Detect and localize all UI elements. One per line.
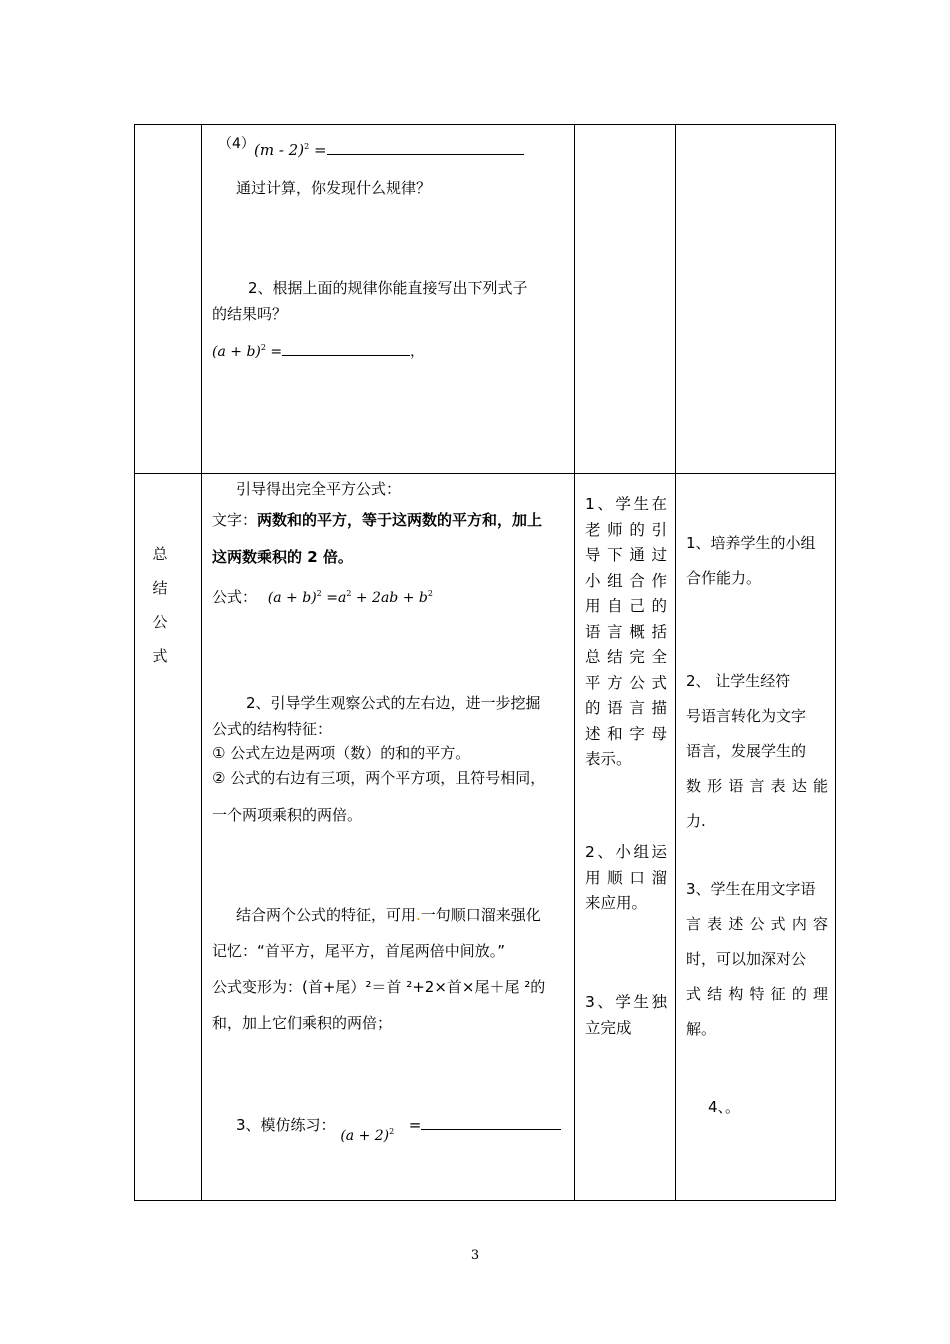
student-activity-cell [575,474,676,1201]
question-text: 通过计算，你发现什么规律？ [236,179,432,197]
purpose-item-4: 4、。 [708,1098,741,1116]
mnemonic-text-2: 记忆：“首平方，尾平方，首尾两倍中间放。” [212,942,506,960]
practice-line: 3、模仿练习： $(a + 2)^2$ = [236,1114,561,1135]
answer-blank [421,1129,561,1130]
item4-label: （4） [218,136,255,152]
structure-point-1: ① 公式左边是两项（数）的和的平方。 [212,744,471,762]
purpose-cell-empty [676,125,836,474]
section-cell-empty [135,125,202,474]
table-row [135,474,836,1201]
formula-expression: $(a + b)^2 =a^2 + 2ab + b^2$ [267,589,433,606]
task2-expression: $(a + b)^2$ = ， [212,343,425,360]
observe-text-1: 2、引导学生观察公式的左右边，进一步挖掘 [246,694,541,712]
item4-expression: (m - 2)$^2$ = [254,141,524,159]
answer-blank [282,355,410,356]
table-row [135,125,836,474]
mnemonic-text-1: 结合两个公式的特征，可用.一句顺口溜来强化 [236,906,541,924]
student-item-2: 2、小组运 用顺口溜 来应用。 [585,843,667,912]
mnemonic-text-4: 和，加上它们乘积的两倍； [212,1014,393,1032]
observe-text-2: 公式的结构特征： [212,720,333,738]
formula-line: 公式： $(a + b)^2 =a^2 + 2ab + b^2$ [212,588,433,606]
student-cell-empty [575,125,676,474]
purpose-item-2: 2、 让学生经符 号语言转化为文字 语言，发展学生的 数形语言表达能 力. [686,672,828,830]
activity-cell [202,474,575,1201]
intro-text: 引导得出完全平方公式： [236,480,402,498]
text-definition: 文字：两数和的平方，等于这两数的平方和，加上 [212,511,543,529]
structure-point-2: ② 公式的右边有三项，两个平方项，且符号相同， [212,769,546,787]
page-number: 3 [470,1248,480,1263]
lesson-table [134,124,836,1201]
section-cell [135,474,202,1201]
activity-cell [202,125,575,474]
task2-text-2: 的结果吗？ [212,305,288,323]
mnemonic-text-3: 公式变形为：(首+尾）²＝首 ²+2×首×尾＋尾 ²的 [212,978,546,996]
task2-text-1: 2、根据上面的规律你能直接写出下列式子 [248,279,528,297]
answer-blank [327,154,524,155]
design-purpose-cell [676,474,836,1201]
purpose-item-3: 3、学生在用文字语 言表述公式内容 时，可以加深对公 式结构特征的理 解。 [686,880,828,1038]
purpose-item-1: 1、培养学生的小组 合作能力。 [686,534,816,587]
student-item-3: 3、学生独 立完成 [585,993,667,1037]
text-definition-2: 这两数乘积的 2 倍。 [212,548,353,566]
section-label: 总 结 公 式 [152,545,168,665]
practice-expression: $(a + 2)^2$ [340,1127,395,1144]
structure-point-3: 一个两项乘积的两倍。 [212,806,363,824]
student-item-1: 1、学生在 老师的引 导下通过 小组合作 用自己的 语言概括 总结完全 平方公式 的语言描 述和字母 表示。 [585,495,667,768]
cursor-mark: . [416,906,421,924]
